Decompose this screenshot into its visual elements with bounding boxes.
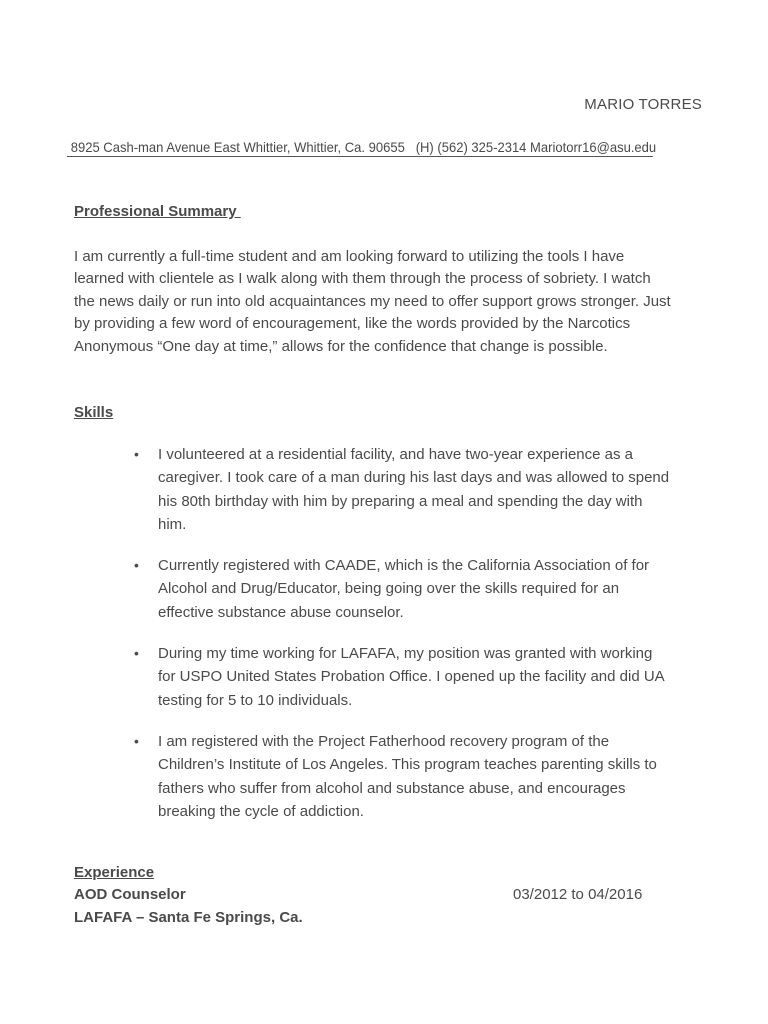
- bullet-icon: •: [134, 645, 139, 662]
- job-dates: 03/2012 to 04/2016: [513, 886, 643, 903]
- skills-list: [74, 443, 674, 841]
- contact-line: 8925 Cash-man Avenue East Whittier, Whittier, Ca. 90655 (H) (562) 325-2314 Mariotorr16@asu.edu: [67, 139, 653, 157]
- skill-item: [74, 642, 674, 712]
- professional-summary-text: I am currently a full-time student and am looking forward to utilizing the tools I have learned with clientele as I walk along with them through the process of sobriety. I watch the news daily or run into old acquaintances my need to offer support grows stronger. Just by providing a few word of encouragement, like the words provided by the Narcotics Anonymous “One day at time,” allows for the confidence that change is possible.: [74, 248, 671, 355]
- skill-text: I am registered with the Project Fatherhood recovery program of the Children’s Institute of Los Angeles. This program teaches parenting skills to fathers who suffer from alcohol and substance abuse, and encourages breaking the cycle of addiction.: [158, 732, 657, 820]
- candidate-name: MARIO TORRES: [584, 96, 702, 113]
- skill-item: [74, 554, 674, 624]
- skill-text: Currently registered with CAADE, which is the California Association of for Alcohol and Drug/Educator, being going over the skills required for an effective substance abuse counselor.: [158, 557, 650, 621]
- bullet-icon: •: [134, 732, 139, 749]
- bullet-icon: •: [134, 446, 139, 462]
- skill-text: I volunteered at a residential facility, and have two-year experience as a caregiver. I took care of a man during his last days and was allowed to spend his 80th birthday with him by preparing a meal and spending the day with him.: [158, 446, 670, 533]
- skills-heading: Skills: [74, 404, 114, 421]
- skill-text: During my time working for LAFAFA, my position was granted with working for USPO United States Probation Office. I opened up the facility and did UA testing for 5 to 10 individuals.: [158, 645, 664, 709]
- professional-summary-heading: Professional Summary: [74, 203, 241, 220]
- job-employer: LAFAFA – Santa Fe Springs, Ca.: [74, 909, 303, 926]
- skill-item: [74, 730, 674, 823]
- bullet-icon: •: [134, 557, 139, 574]
- skill-item: [74, 443, 674, 536]
- job-title: AOD Counselor: [74, 886, 186, 903]
- experience-heading: Experience: [74, 864, 155, 881]
